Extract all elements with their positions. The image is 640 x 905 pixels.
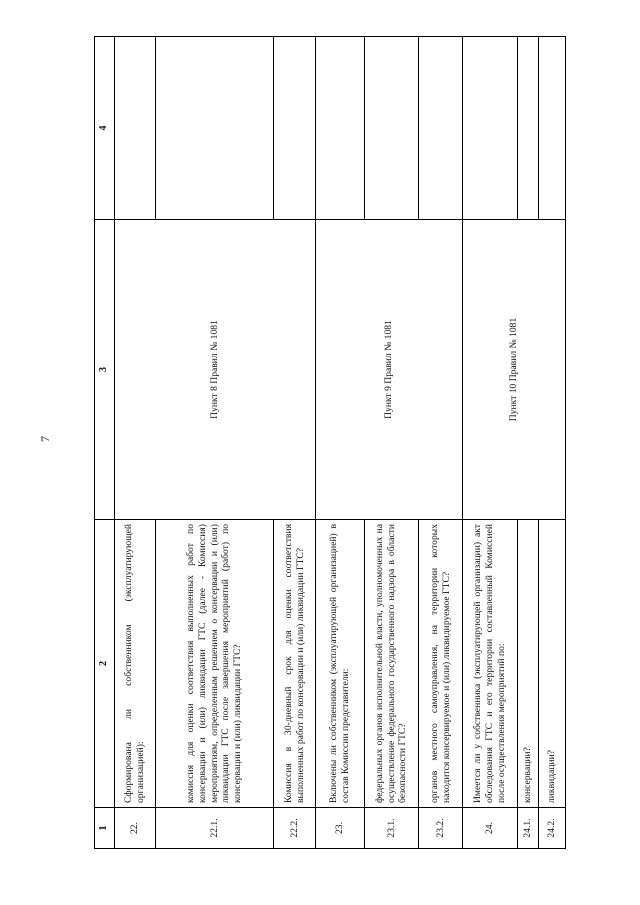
notes-cell	[518, 37, 539, 220]
notes-cell	[539, 37, 566, 220]
table-row	[463, 37, 518, 849]
question-text: Сформирована ли собственником (эксплуатирующей организацией):	[115, 520, 156, 808]
question-text: комиссия для оценки соответствия выполненных работ по консервации и (или) ликвидации ГТС (далее - Комиссия) мероприятиям, определенным решением о консервации и (или) ликвидации ГТС после завершения мероприятий (работ) по консервации и (или) ликвидации ГТС?	[156, 520, 274, 808]
column-header: 2	[95, 520, 115, 808]
notes-cell	[274, 37, 316, 220]
item-number: 23.2.	[419, 808, 463, 849]
checklist-sheet	[94, 37, 558, 849]
notes-cell	[115, 37, 156, 220]
question-text: Включены ли собственником (эксплуатирующей организацией) в состав Комиссии представители:	[316, 520, 365, 808]
legal-reference: Пункт 9 Правил № 1081	[316, 220, 463, 520]
item-number: 22.	[115, 808, 156, 849]
notes-cell	[316, 37, 365, 220]
question-text: ликвидации?	[539, 520, 566, 808]
table-row	[115, 37, 156, 849]
column-header: 3	[95, 220, 115, 520]
item-number: 23.	[316, 808, 365, 849]
item-number: 24.2.	[539, 808, 566, 849]
question-text: федеральных органов исполнительной власти, уполномоченных на осуществление федерального государственного надзора в области безопасности ГТС?	[365, 520, 419, 808]
question-text: Имеется ли у собственника (эксплуатирующей организации) акт обследования ГТС и его территории составленный Комиссией после осуществления мероприятий по:	[463, 520, 518, 808]
header-row	[95, 37, 115, 849]
item-number: 24.1.	[518, 808, 539, 849]
question-text: органов местного самоуправления, на территории которых находится консервируемое и (или) ликвидируемое ГТС?	[419, 520, 463, 808]
question-text: Комиссия в 30-дневный срок для оценки соответствия выполненных работ по консервации и (или) ликвидации ГТС?	[274, 520, 316, 808]
item-number: 22.1.	[156, 808, 274, 849]
item-number: 23.1.	[365, 808, 419, 849]
question-text: консервации?	[518, 520, 539, 808]
page-number: 7	[38, 436, 52, 442]
notes-cell	[463, 37, 518, 220]
column-header: 4	[95, 37, 115, 220]
column-header: 1	[95, 808, 115, 849]
item-number: 24.	[463, 808, 518, 849]
item-number: 22.2.	[274, 808, 316, 849]
notes-cell	[365, 37, 419, 220]
table-row	[316, 37, 365, 849]
notes-cell	[156, 37, 274, 220]
legal-reference: Пункт 10 Правил № 1081	[463, 220, 566, 520]
notes-cell	[419, 37, 463, 220]
legal-reference: Пункт 8 Правил № 1081	[115, 220, 316, 520]
checklist-table	[94, 36, 566, 849]
